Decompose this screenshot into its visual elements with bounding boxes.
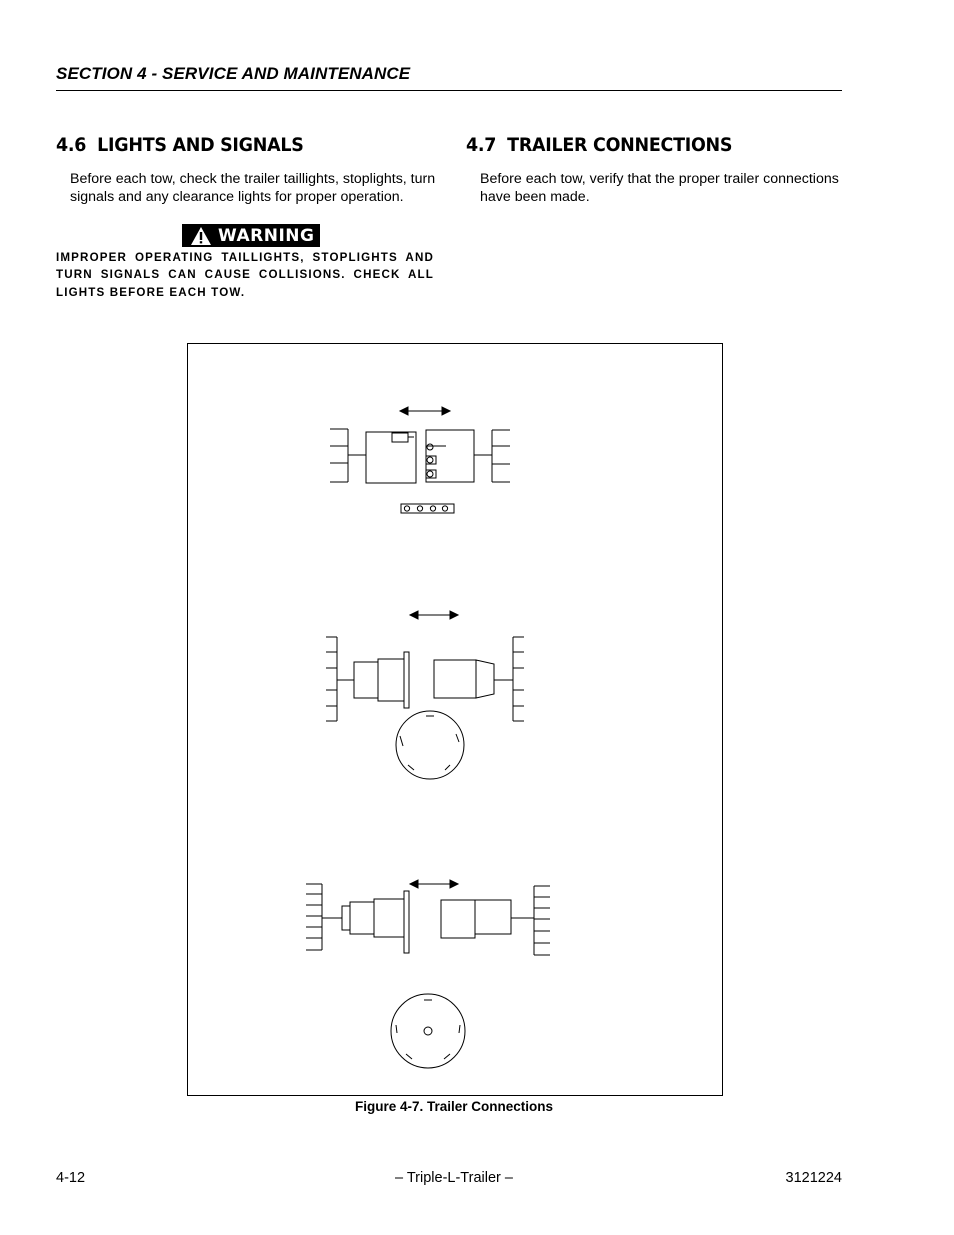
trailer-paragraph-line: Before each tow, verify that the proper trailer connections (480, 171, 839, 187)
warning-text: IMPROPER OPERATING TAILLIGHTS, STOPLIGHTS AND TURN SIGNALS CAN CAUSE COLLISIONS. CHECK ALL LIGHTS BEFORE EACH TOW. (56, 251, 434, 299)
flat-4-pin-connector (330, 407, 510, 513)
footer-page-number: 4-12 (56, 1170, 86, 1186)
lights-paragraph-line: Before each tow, check the trailer taillights, stoplights, turn (70, 171, 436, 187)
heading-lights-and-signals (56, 134, 304, 156)
heading-title: TRAILER CONNECTIONS (507, 134, 733, 156)
heading-title: LIGHTS AND SIGNALS (97, 134, 304, 156)
round-6-pin-connector (326, 611, 524, 779)
heading-number: 4.7 (466, 134, 497, 156)
trailer-paragraph (480, 170, 860, 206)
warning-triangle-icon (190, 226, 212, 246)
footer-doc-number: 3121224 (785, 1170, 842, 1186)
warning-label (182, 224, 320, 247)
header-rule (56, 90, 842, 91)
heading-trailer-connections (466, 134, 732, 156)
trailer-connections-diagram (188, 344, 720, 1093)
lights-paragraph-line: signals and any clearance lights for proper operation. (70, 189, 404, 205)
figure-caption: Figure 4-7. Trailer Connections (354, 1099, 554, 1114)
section-header: SECTION 4 - SERVICE AND MAINTENANCE (56, 64, 411, 83)
round-7-pin-connector (306, 880, 550, 1068)
warning-label-text: WARNING (218, 225, 315, 246)
heading-number: 4.6 (56, 134, 87, 156)
lights-paragraph (70, 170, 450, 206)
trailer-paragraph-line: have been made. (480, 189, 590, 205)
footer-title: – Triple-L-Trailer – (395, 1170, 513, 1186)
